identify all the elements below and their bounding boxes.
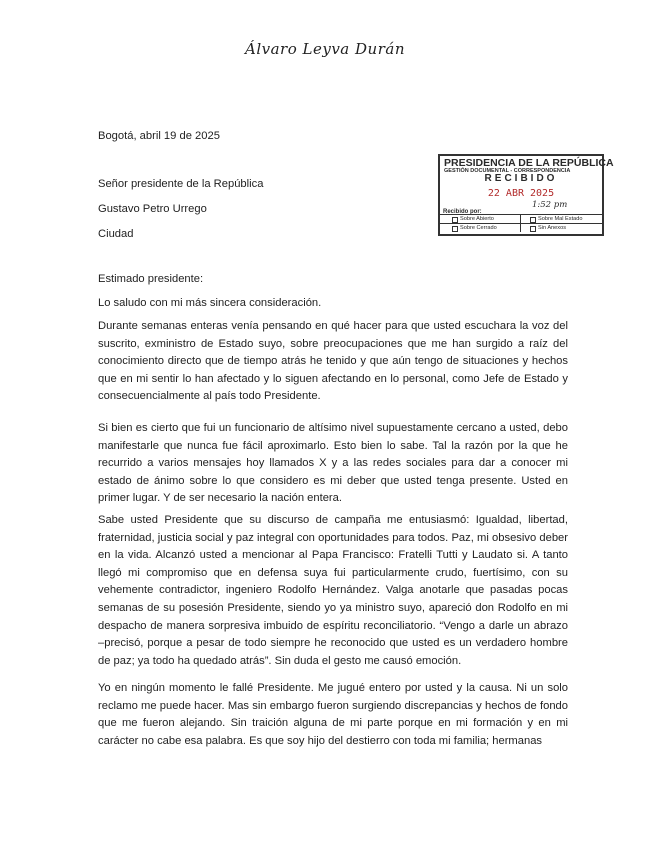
stamp-time: 1:52 pm (532, 200, 568, 210)
stamp-checkbox (452, 226, 458, 232)
salutation: Lo saludo con mi más sincera consideración. (98, 297, 322, 309)
paragraph-3: Sabe usted Presidente que su discurso de campaña me entusiasmó: Igualdad, libertad, fraternidad, justicia social y paz integral con oportunidades para todos. Paz, mi obsesivo deber en la vida. Alcanzó usted a mencionar al Papa Francisco: Fratelli Tutti y Laudato si. A tanto llegó mi compromiso que en defensa suya fui particularmente crudo, fuertísimo, con su vehemente contradictor, ingeniero Rodolfo Hernández. Valga anotarle que pasadas pocas semanas de su posesión Presidente, siendo yo ya ministro suyo, apareció don Rodolfo en mi despacho de manera sorpresiva imbuido de espíritu reconciliatorio. “Vengo a darle un abrazo –precisó, porque a pesar de todo siempre he reconocido que usted es un verdadero hombre de paz; ya todo ha quedado atrás”. Sin duda el gesto me causó emoción. (98, 514, 568, 667)
paragraph-2: Si bien es cierto que fui un funcionario de altísimo nivel supuestamente cercano a usted, debo manifestarle que nunca fue fácil aproximarlo. Esto bien lo sabe. Tal la razón por la que he recurrido a varios mensajes hoy llamados X y a las redes sociales para dar a conocer mi estado de ánimo sobre lo que considero es mi deber que usted tenga presente. Usted en primer lugar. Y de ser necesario la nación entera. (98, 422, 568, 505)
recipient-city: Ciudad (98, 228, 134, 240)
paragraph-4: Yo en ningún momento le fallé Presidente. Me jugué entero por usted y la causa. Ni un solo reclamo me puede hacer. Mas sin embargo fueron surgiendo discrepancias y hechos de fondo que me fueron alejando. Sin traición alguna de mi parte porque en mi formación y en mi carácter no cabe esa palabra. Es que soy hijo del destierro con toda mi familia; hermanas (98, 682, 568, 747)
stamp-subtitle: GESTIÓN DOCUMENTAL - CORRESPONDENCIA (444, 168, 571, 174)
stamp-row-2 (440, 223, 602, 233)
stamp-date: 22 ABR 2025 (487, 188, 555, 199)
stamp-option-open: Sobre Abierto (460, 216, 494, 222)
stamp-divider (520, 214, 521, 232)
reception-stamp (438, 154, 614, 236)
stamp-checkbox (530, 226, 536, 232)
stamp-received: RECIBIDO (484, 173, 558, 184)
stamp-received-by: Recibido por: (443, 209, 482, 215)
greeting: Estimado presidente: (98, 273, 204, 285)
stamp-option-no-annex: Sin Anexos (538, 225, 566, 231)
recipient-title: Señor presidente de la República (98, 178, 264, 190)
stamp-title: PRESIDENCIA DE LA REPÚBLICA (444, 157, 614, 169)
stamp-option-bad-state: Sobre Mal Estado (538, 216, 583, 222)
recipient-name: Gustavo Petro Urrego (98, 203, 207, 215)
date-line: Bogotá, abril 19 de 2025 (98, 130, 220, 142)
letterhead-signature-name: Álvaro Leyva Durán (245, 40, 405, 58)
stamp-option-closed: Sobre Cerrado (460, 225, 497, 231)
paragraph-1: Durante semanas enteras venía pensando en qué hacer para que usted escuchara la voz del suscrito, exministro de Estado suyo, sobre preocupaciones que me han surgido a raíz del conocimiento directo que de tiempo atrás he tenido y que aún tengo de situaciones y hechos que en mi sentir lo han afectado y lo siguen afectando en lo personal, como Jefe de Estado y consecuencialmente al país todo Presidente. (98, 320, 568, 403)
